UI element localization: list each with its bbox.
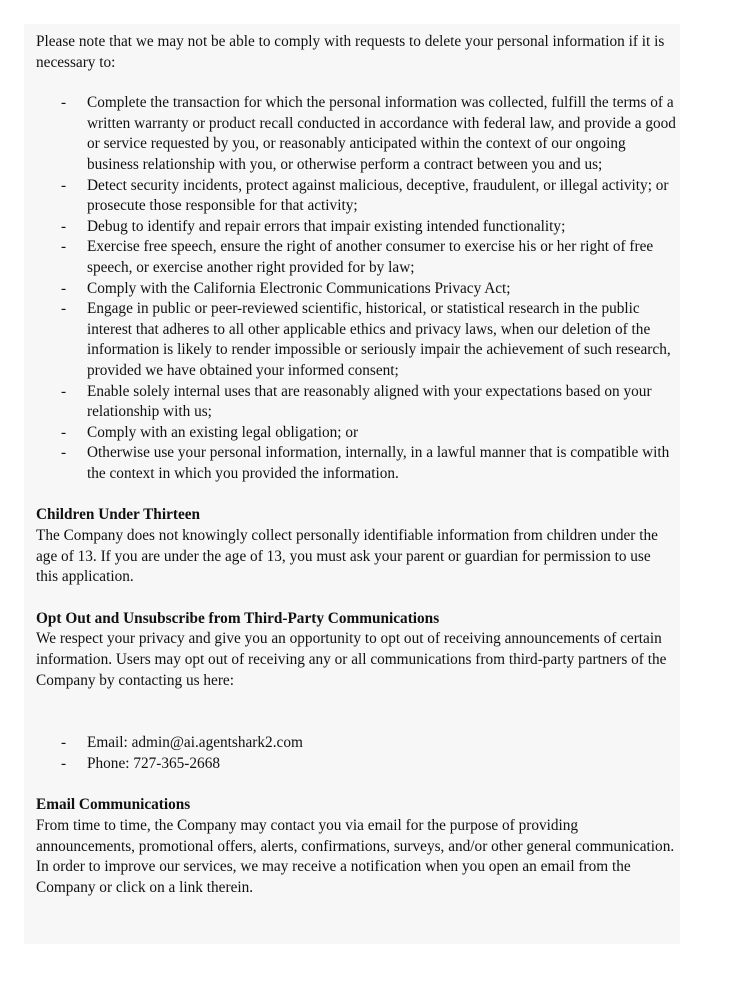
list-item xyxy=(36,382,676,423)
list-item-text: Comply with an existing legal obligation; or xyxy=(87,423,359,441)
dash-bullet: - xyxy=(61,217,67,235)
list-item-text: Complete the transaction for which the personal information was collected, fulfill the terms of a written warranty or product recall conducted in accordance with federal law, and provide a good or service requested by you, or reasonably anticipated within the context of our ongoing business relationship with you, or otherwise perform a contract between you and us; xyxy=(87,94,676,173)
dash-bullet: - xyxy=(61,754,67,772)
list-item xyxy=(36,237,676,278)
optout-body: We respect your privacy and give you an opportunity to opt out of receiving announcements of certain information. Users may opt out of receiving any or all communications from third-party partners of the Company by contacting us here: xyxy=(36,630,667,689)
email-body: From time to time, the Company may contact you via email for the purpose of providing announcements, promotional offers, alerts, confirmations, surveys, and/or other general communication. In order to improve our services, we may receive a notification when you open an email from the Company or click on a link therein. xyxy=(36,817,675,896)
dash-bullet: - xyxy=(61,423,67,441)
contact-phone xyxy=(36,754,676,775)
list-item xyxy=(36,423,676,444)
contact-list xyxy=(36,733,676,774)
dash-bullet: - xyxy=(61,94,67,112)
list-item-text: Exercise free speech, ensure the right of another consumer to exercise his or her right of free speech, or exercise another right provided for by law; xyxy=(87,238,654,276)
list-item-text: Engage in public or peer-reviewed scientific, historical, or statistical research in the public interest that adheres to all other applicable ethics and privacy laws, when our deletion of the information is likely to render impossible or seriously impair the achievement of such research, provided we have obtained your informed consent; xyxy=(87,300,671,379)
dash-bullet: - xyxy=(61,238,67,256)
children-heading: Children Under Thirteen xyxy=(36,506,201,524)
list-item-text: Detect security incidents, protect against malicious, deceptive, fraudulent, or illegal activity; or prosecute those responsible for that activity; xyxy=(87,176,669,215)
dash-bullet: - xyxy=(61,382,67,400)
list-item-text: Debug to identify and repair errors that impair existing intended functionality; xyxy=(87,217,566,235)
document-content xyxy=(36,32,676,898)
list-item-text: Otherwise use your personal information, internally, in a lawful manner that is compatible with the context in which you provided the information. xyxy=(87,444,670,482)
list-item xyxy=(36,176,676,217)
contact-email xyxy=(36,733,676,754)
list-item-text: Enable solely internal uses that are reasonably aligned with your expectations based on your relationship with us; xyxy=(87,382,652,421)
optout-heading: Opt Out and Unsubscribe from Third-Party Communications xyxy=(36,609,440,627)
list-item-text: Comply with the California Electronic Communications Privacy Act; xyxy=(87,279,511,297)
contact-phone-text: Phone: 727-365-2668 xyxy=(87,754,220,772)
children-body: The Company does not knowingly collect personally identifiable information from children under the age of 13. If you are under the age of 13, you must ask your parent or guardian for permission to use this application. xyxy=(36,527,658,586)
email-heading: Email Communications xyxy=(36,796,191,814)
dash-bullet: - xyxy=(61,300,67,318)
dash-bullet: - xyxy=(61,444,67,462)
list-item xyxy=(36,279,676,300)
list-item xyxy=(36,443,676,484)
dash-bullet: - xyxy=(61,734,67,752)
list-item xyxy=(36,299,676,381)
dash-bullet: - xyxy=(61,176,67,194)
deletion-intro: Please note that we may not be able to comply with requests to delete your personal information if it is necessary to: xyxy=(36,33,665,71)
dash-bullet: - xyxy=(61,279,67,297)
list-item xyxy=(36,217,676,238)
list-item xyxy=(36,93,676,175)
deletion-exceptions-list xyxy=(36,93,676,484)
contact-email-text: Email: admin@ai.agentshark2.com xyxy=(87,734,303,752)
